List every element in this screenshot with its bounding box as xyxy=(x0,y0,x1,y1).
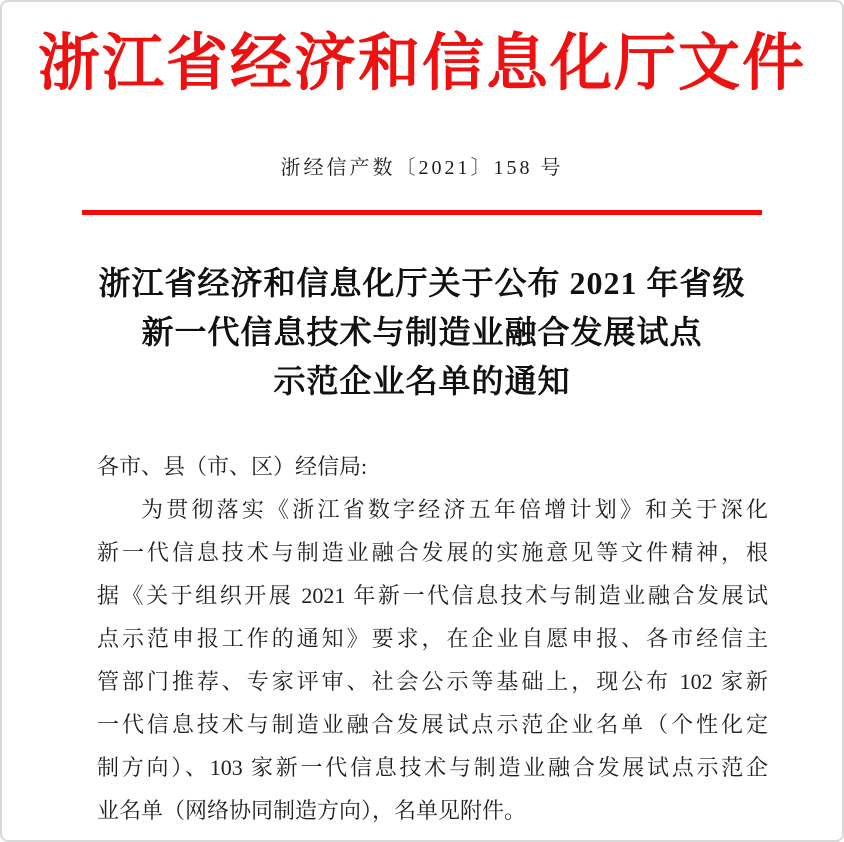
body-line: 业名单（网络协同制造方向），名单见附件。 xyxy=(97,798,527,823)
body-line: 为贯彻落实《浙江省数字经济五年倍增计划》和关于深化 xyxy=(141,497,768,522)
body-line: 一代信息技术与制造业融合发展试点示范企业名单（个性化定 xyxy=(97,712,768,737)
body-line: 管部门推荐、专家评审、社会公示等基础上，现公布 102 家新 xyxy=(97,669,768,694)
body-line: 制方向）、103 家新一代信息技术与制造业融合发展试点示范企 xyxy=(97,755,768,780)
salutation-line: 各市、县（市、区）经信局: xyxy=(97,454,368,479)
body-line: 点示范申报工作的通知》要求，在企业自愿申报、各市经信主 xyxy=(97,626,768,651)
document-title-line-2: 新一代信息技术与制造业融合发展试点 xyxy=(141,314,703,350)
document-body xyxy=(2,445,842,832)
document-number: 浙经信产数〔2021〕158 号 xyxy=(280,157,564,179)
document-title-line-3: 示范企业名单的通知 xyxy=(273,363,571,399)
red-header-title: 浙江省经济和信息化厅文件 xyxy=(37,30,806,98)
body-line: 据《关于组织开展 2021 年新一代信息技术与制造业融合发展试 xyxy=(97,583,768,608)
document-title xyxy=(2,259,842,406)
body-line: 新一代信息技术与制造业融合发展的实施意见等文件精神，根 xyxy=(97,540,768,565)
document-title-line-1: 浙江省经济和信息化厅关于公布 2021 年省级 xyxy=(98,265,746,301)
red-separator-line xyxy=(82,210,762,215)
